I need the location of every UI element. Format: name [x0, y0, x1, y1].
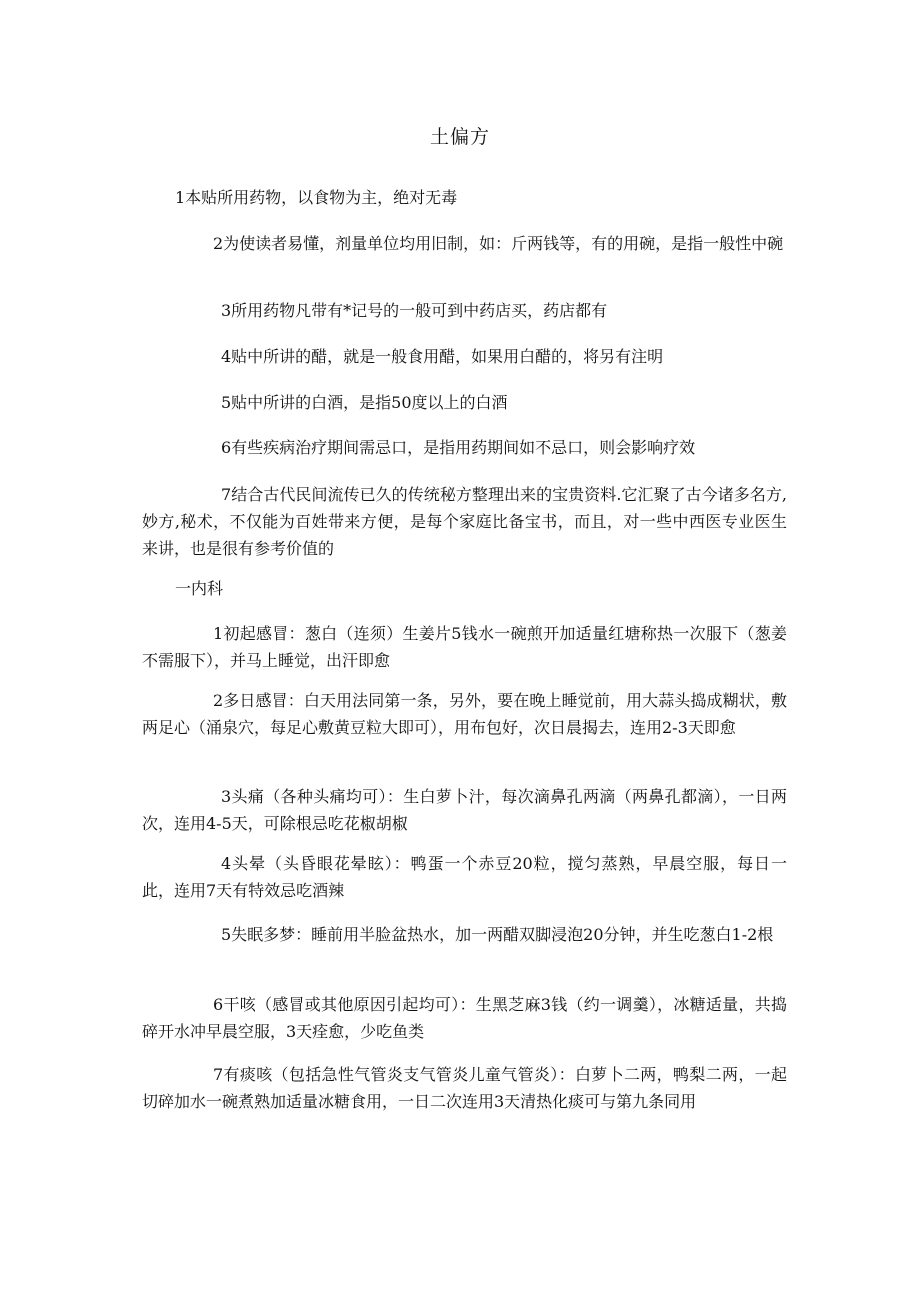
paragraph-5: 5贴中所讲的白酒，是指50度以上的白酒: [221, 393, 508, 412]
remedy-6: 6干咳（感冒或其他原因引起均可）：生黑芝麻3钱（约一调羹），冰糖适量，共捣碎开水冲早晨空服，3天痊愈，少吃鱼类: [142, 995, 787, 1041]
paragraph-3: 3所用药物凡带有*记号的一般可到中药店买，药店都有: [221, 301, 608, 320]
remedy-4: 4头晕（头昏眼花晕眩）：鸭蛋一个赤豆20粒，搅匀蒸熟，早晨空服，每日一此，连用7天有特效忌吃酒辣: [142, 854, 787, 900]
paragraph-1: 1本贴所用药物，以食物为主，绝对无毒: [175, 188, 458, 207]
remedy-1: 1初起感冒：葱白（连须）生姜片5钱水一碗煎开加适量红塘称热一次服下（葱姜不需服下），并马上睡觉，出汗即愈: [142, 624, 787, 670]
paragraph-2: 2为使读者易懂，剂量单位均用旧制，如：斤两钱等，有的用碗，是指一般性中碗: [213, 234, 784, 253]
section-heading-internal-medicine: 一内科: [175, 579, 224, 598]
paragraph-7: 7结合古代民间流传已久的传统秘方整理出来的宝贵资料.它汇聚了古今诸多名方,妙方,秘术，不仅能为百姓带来方便，是每个家庭比备宝书，而且，对一些中西医专业医生来讲，也是很有参考价值的: [142, 485, 787, 558]
remedy-5: 5失眠多梦：睡前用半脸盆热水，加一两醋双脚浸泡20分钟，并生吃葱白1-2根: [221, 925, 774, 944]
paragraph-4: 4贴中所讲的醋，就是一般食用醋，如果用白醋的，将另有注明: [221, 347, 664, 366]
remedy-2: 2多日感冒：白天用法同第一条，另外，要在晚上睡觉前，用大蒜头捣成糊状，敷两足心（涌泉穴，每足心敷黄豆粒大即可），用布包好，次日晨揭去，连用2-3天即愈: [142, 691, 787, 737]
page-title: 土偏方: [429, 126, 490, 148]
remedy-7: 7有痰咳（包括急性气管炎支气管炎儿童气管炎）：白萝卜二两，鸭梨二两，一起切碎加水一碗煮熟加适量冰糖食用，一日二次连用3天清热化痰可与第九条同用: [142, 1065, 787, 1111]
paragraph-6: 6有些疾病治疗期间需忌口，是指用药期间如不忌口，则会影响疗效: [221, 438, 696, 457]
remedy-3: 3头痛（各种头痛均可）：生白萝卜汁，每次滴鼻孔两滴（两鼻孔都滴），一日两次，连用4-5天，可除根忌吃花椒胡椒: [142, 787, 787, 833]
